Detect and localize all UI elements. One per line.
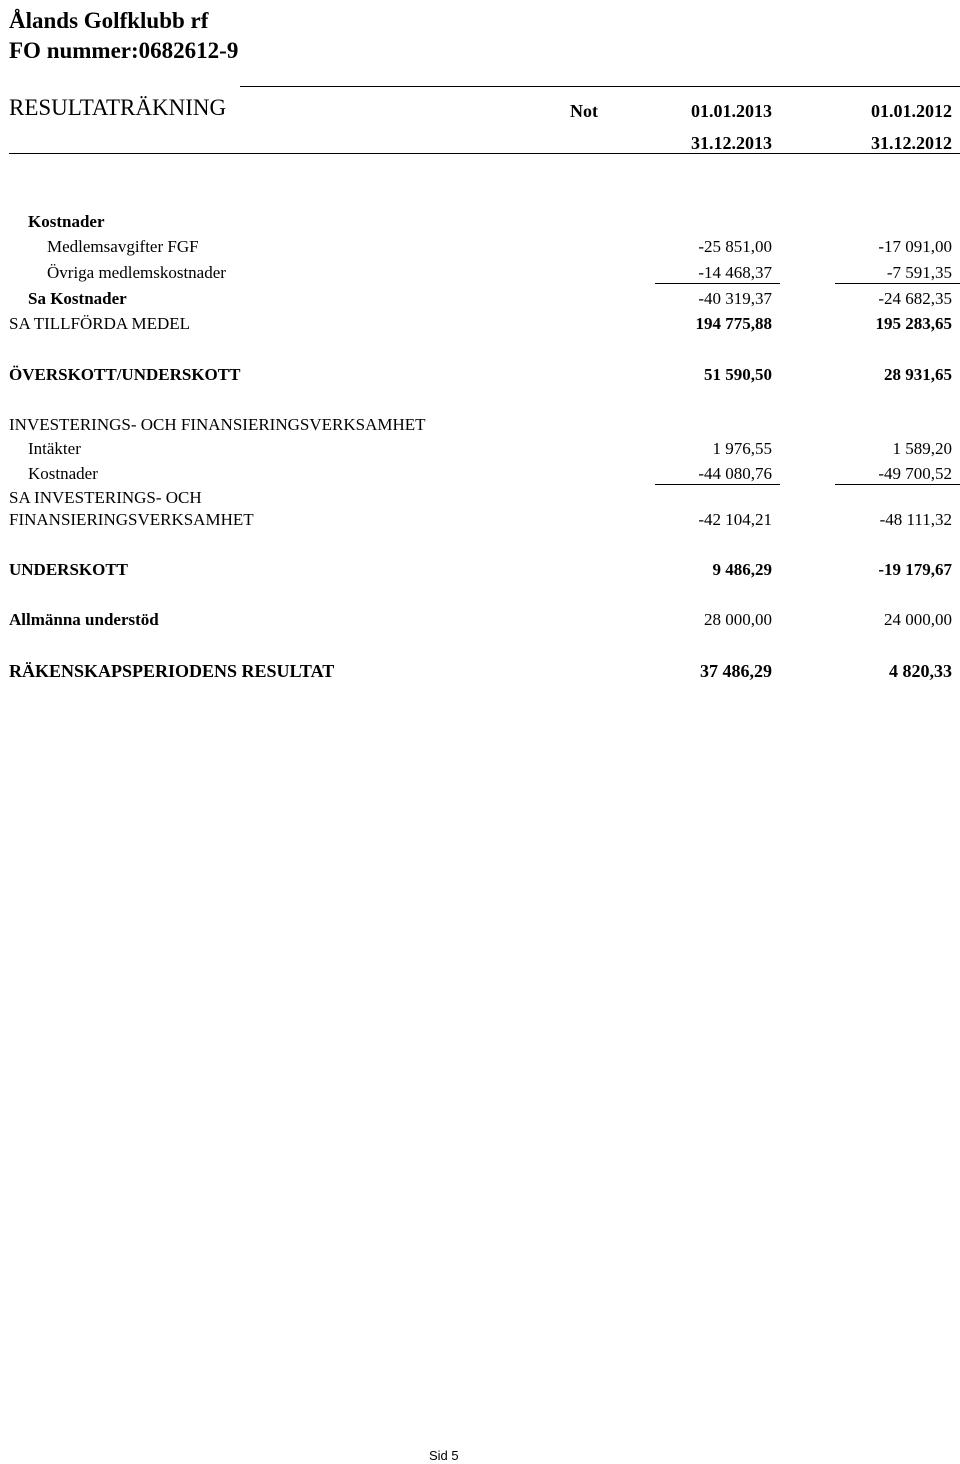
period-2012-end: 31.12.2012 <box>871 133 952 153</box>
period-2013-end: 31.12.2013 <box>691 133 772 153</box>
row-value-2013: 9 486,29 <box>712 560 772 579</box>
row-label: ÖVERSKOTT/UNDERSKOTT <box>9 365 241 384</box>
row-value-2012: -49 700,52 <box>878 464 952 483</box>
row-value-2013: -25 851,00 <box>698 237 772 256</box>
row-value-2012: 28 931,65 <box>884 365 952 384</box>
row-value-2013: -40 319,37 <box>698 289 772 308</box>
row-value-2013: 194 775,88 <box>695 314 772 333</box>
row-label: Övriga medlemskostnader <box>47 263 226 282</box>
sum-rule-2013 <box>655 484 780 485</box>
row-label: Kostnader <box>28 464 98 483</box>
row-value-2012: 1 589,20 <box>892 439 952 458</box>
row-label: Intäkter <box>28 439 81 458</box>
section-kostnader: Kostnader <box>28 212 105 231</box>
section-investering: INVESTERINGS- OCH FINANSIERINGSVERKSAMHET <box>9 415 426 434</box>
row-label: Medlemsavgifter FGF <box>47 237 199 256</box>
row-value-2013: -14 468,37 <box>698 263 772 282</box>
note-column-header: Not <box>570 101 598 121</box>
period-2013-start: 01.01.2013 <box>691 101 772 121</box>
row-label: Allmänna understöd <box>9 610 159 629</box>
page-number: Sid 5 <box>429 1448 459 1463</box>
row-value-2013: -44 080,76 <box>698 464 772 483</box>
row-value-2012: 195 283,65 <box>875 314 952 333</box>
top-rule <box>240 86 960 87</box>
organization-number: FO nummer:0682612-9 <box>9 38 239 63</box>
period-2012-start: 01.01.2012 <box>871 101 952 121</box>
sum-rule-2012 <box>835 484 960 485</box>
row-value-2013: 37 486,29 <box>700 661 772 681</box>
row-label: SA TILLFÖRDA MEDEL <box>9 314 191 333</box>
row-value-2012: -24 682,35 <box>878 289 952 308</box>
row-label: Sa Kostnader <box>28 289 127 308</box>
row-value-2012: -7 591,35 <box>886 263 952 282</box>
row-value-2013: 1 976,55 <box>712 439 772 458</box>
sum-rule-2012 <box>835 283 960 284</box>
row-value-2012: -17 091,00 <box>878 237 952 256</box>
row-label: RÄKENSKAPSPERIODENS RESULTAT <box>9 661 335 681</box>
row-value-2013: 51 590,50 <box>704 365 772 384</box>
organization-name: Ålands Golfklubb rf <box>9 8 209 33</box>
row-value-2012: -48 111,32 <box>879 510 952 529</box>
row-value-2013: -42 104,21 <box>698 510 772 529</box>
row-value-2012: 4 820,33 <box>889 661 952 681</box>
row-label: UNDERSKOTT <box>9 560 129 579</box>
row-value-2013: 28 000,00 <box>704 610 772 629</box>
row-label: FINANSIERINGSVERKSAMHET <box>9 510 254 529</box>
header-rule <box>9 153 960 154</box>
row-value-2012: -19 179,67 <box>878 560 952 579</box>
row-value-2012: 24 000,00 <box>884 610 952 629</box>
row-label: SA INVESTERINGS- OCH <box>9 488 202 507</box>
statement-title: RESULTATRÄKNING <box>9 95 227 120</box>
sum-rule-2013 <box>655 283 780 284</box>
